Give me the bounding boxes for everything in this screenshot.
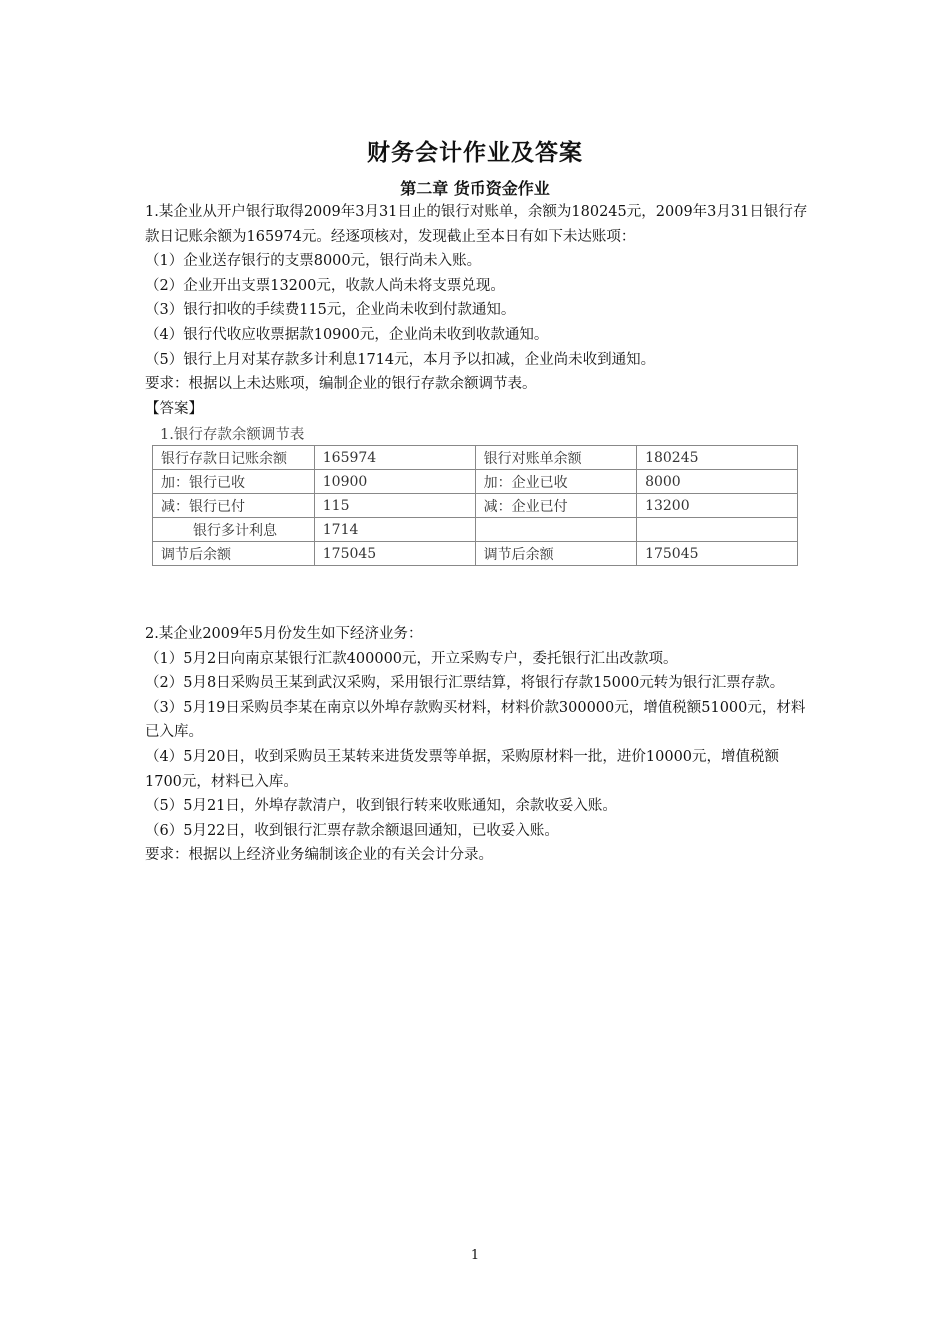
- document-title: 财务会计作业及答案: [367, 139, 583, 166]
- table-cell: 180245: [637, 446, 798, 470]
- table-cell: 调节后余额: [475, 542, 636, 566]
- table-cell: 175045: [314, 542, 475, 566]
- table-row: [153, 446, 798, 470]
- table-caption: 1.银行存款余额调节表: [160, 427, 305, 443]
- question-1-item: （3）银行扣收的手续费115元，企业尚未收到付款通知。: [145, 302, 516, 319]
- question-1-item: （1）企业送存银行的支票8000元，银行尚未入账。: [145, 253, 482, 270]
- table-cell: 165974: [314, 446, 475, 470]
- table-cell: 8000: [637, 470, 798, 494]
- page-number: 1: [470, 1248, 480, 1263]
- table-cell: 调节后余额: [153, 542, 315, 566]
- table-cell: 减：银行已付: [153, 494, 315, 518]
- table-cell: 银行对账单余额: [475, 446, 636, 470]
- question-2-requirement: 要求：根据以上经济业务编制该企业的有关会计分录。: [145, 847, 493, 864]
- question-2-item: （1）5月2日向南京某银行汇款400000元，开立采购专户，委托银行汇出改款项。: [145, 650, 678, 667]
- table-row: [153, 518, 798, 542]
- question-2-item: （3）5月19日采购员李某在南京以外埠存款购买材料，材料价款300000元，增值税额51000元，材料已入库。: [145, 699, 806, 741]
- table-cell: 175045: [637, 542, 798, 566]
- chapter-heading: 第二章 货币资金作业: [400, 179, 550, 198]
- table-cell: 加：企业已收: [475, 470, 636, 494]
- table-cell: 加：银行已收: [153, 470, 315, 494]
- question-2-item: （6）5月22日，收到银行汇票存款余额退回通知，已收妥入账。: [145, 822, 559, 839]
- question-1-item: （5）银行上月对某存款多计利息1714元，本月予以扣减，企业尚未收到通知。: [145, 351, 656, 368]
- table-row: [153, 542, 798, 566]
- table-row: [153, 470, 798, 494]
- question-2-item: （5）5月21日，外埠存款清户，收到银行转来收账通知，余款收妥入账。: [145, 798, 617, 815]
- table-cell: 115: [314, 494, 475, 518]
- table-cell: 10900: [314, 470, 475, 494]
- question-1-requirement: 要求：根据以上未达账项，编制企业的银行存款余额调节表。: [145, 376, 537, 393]
- question-1-item: （2）企业开出支票13200元，收款人尚未将支票兑现。: [145, 277, 505, 294]
- table-row: [153, 494, 798, 518]
- question-2-item: （4）5月20日，收到采购员王某转来进货发票等单据，采购原材料一批，进价10000元，增值税额1700元，材料已入库。: [145, 748, 780, 790]
- table-cell: [475, 518, 636, 542]
- question-1-item: （4）银行代收应收票据款10900元，企业尚未收到收款通知。: [145, 326, 549, 343]
- table-cell: 银行存款日记账余额: [153, 446, 315, 470]
- table-cell: 减：企业已付: [475, 494, 636, 518]
- question-2-item: （2）5月8日采购员王某到武汉采购，采用银行汇票结算，将银行存款15000元转为银行汇票存款。: [145, 675, 785, 692]
- answer-label: 【答案】: [145, 400, 203, 417]
- question-1: [145, 200, 815, 421]
- question-1-intro: 1.某企业从开户银行取得2009年3月31日止的银行对账单，余额为180245元，2009年3月31日银行存款日记账余额为165974元。经逐项核对，发现截止至本日有如下未达账项：: [145, 204, 808, 245]
- table-cell: [637, 518, 798, 542]
- table-cell: 银行多计利息: [153, 518, 315, 542]
- question-2: [145, 622, 815, 868]
- table-cell: 1714: [314, 518, 475, 542]
- question-2-intro: 2.某企业2009年5月份发生如下经济业务：: [145, 626, 423, 642]
- reconciliation-table: [152, 445, 798, 566]
- table-cell: 13200: [637, 494, 798, 518]
